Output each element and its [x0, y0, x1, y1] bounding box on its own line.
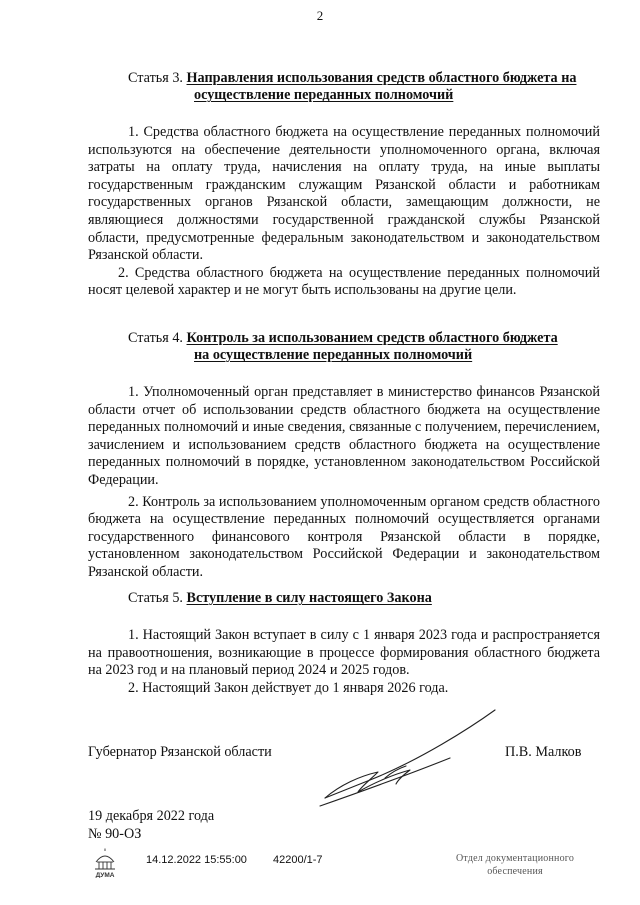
article-paragraph: 1. Уполномоченный орган представляет в министерство финансов Рязанской области отчет об использовании средств областного бюджета на осуществление переданных полномочий и иные сведения, связанные с получением, перечислением, зачислением и использованием средств областного бюджета на осуществление переданных полномочий в порядке, установленном законодательством Российской Федерации.: [88, 384, 600, 488]
law-number: № 90-ОЗ: [88, 826, 142, 842]
handwritten-signature: [300, 700, 510, 810]
registration-footer: [0, 848, 640, 888]
registration-timestamp: 14.12.2022 15:55:00: [146, 854, 247, 866]
signatory-name: П.В. Малков: [505, 744, 582, 760]
registration-number: 42200/1-7: [273, 854, 323, 866]
signatory-position: Губернатор Рязанской области: [88, 744, 272, 760]
signing-date: 19 декабря 2022 года: [88, 808, 215, 824]
duma-logo-icon: [88, 848, 122, 878]
article-title-line: Направления использования средств областного бюджета на: [186, 70, 577, 86]
article-paragraph: 1. Средства областного бюджета на осуществление переданных полномочий используются на обеспечение деятельности уполномоченного органа, включая затраты на оплату труда, начисления на оплату труда, на иные выплаты государственным гражданским служащим Рязанской области и работникам государственных органов Рязанской области, замещающим должности, не являющиеся должностями государственной гражданской службы Рязанской области, предусмотренные федеральным законодательством и законодательством Рязанской области.: [88, 124, 600, 264]
article-paragraph: 2. Контроль за использованием уполномоченным органом средств областного бюджета на осуществление переданных полномочий осуществляется органами государственного финансового контроля Рязанской области в порядке, установленном законодательством Российской Федерации и законодательством Рязанской области.: [88, 493, 600, 580]
article-heading: [88, 70, 600, 104]
signing-block: [88, 807, 214, 843]
article-title-line: на осуществление переданных полномочий: [194, 347, 473, 363]
article-lead: Статья 3.: [128, 70, 183, 86]
office-stamp-line: Отдел документационного: [455, 853, 575, 864]
article-title-line: Вступление в силу настоящего Закона: [186, 590, 432, 606]
article-5: [88, 590, 600, 697]
logo-text: ДУМА: [95, 872, 115, 878]
article-4: [88, 330, 600, 582]
article-title-line: осуществление переданных полномочий: [194, 87, 454, 103]
article-paragraph: 2. Настоящий Закон действует до 1 января 2026 года.: [128, 679, 449, 696]
article-heading: [88, 590, 600, 607]
article-paragraph: 1. Настоящий Закон вступает в силу с 1 января 2023 года и распространяется на правоотношения, возникающие в процессе формирования областного бюджета на 2023 год и на плановый период 2024 и 2025 годов.: [88, 627, 600, 679]
article-3: [88, 70, 600, 300]
article-heading: [88, 330, 600, 364]
article-lead: Статья 4.: [128, 330, 183, 346]
article-paragraph: 2. Средства областного бюджета на осуществление переданных полномочий носят целевой характер и не могут быть использованы на другие цели.: [88, 264, 600, 299]
article-lead: Статья 5.: [128, 590, 183, 606]
page-number: 2: [316, 8, 324, 23]
article-title-line: Контроль за использованием средств областного бюджета: [186, 330, 558, 346]
office-stamp-line: обеспечения: [487, 866, 543, 877]
office-stamp: [440, 852, 590, 878]
